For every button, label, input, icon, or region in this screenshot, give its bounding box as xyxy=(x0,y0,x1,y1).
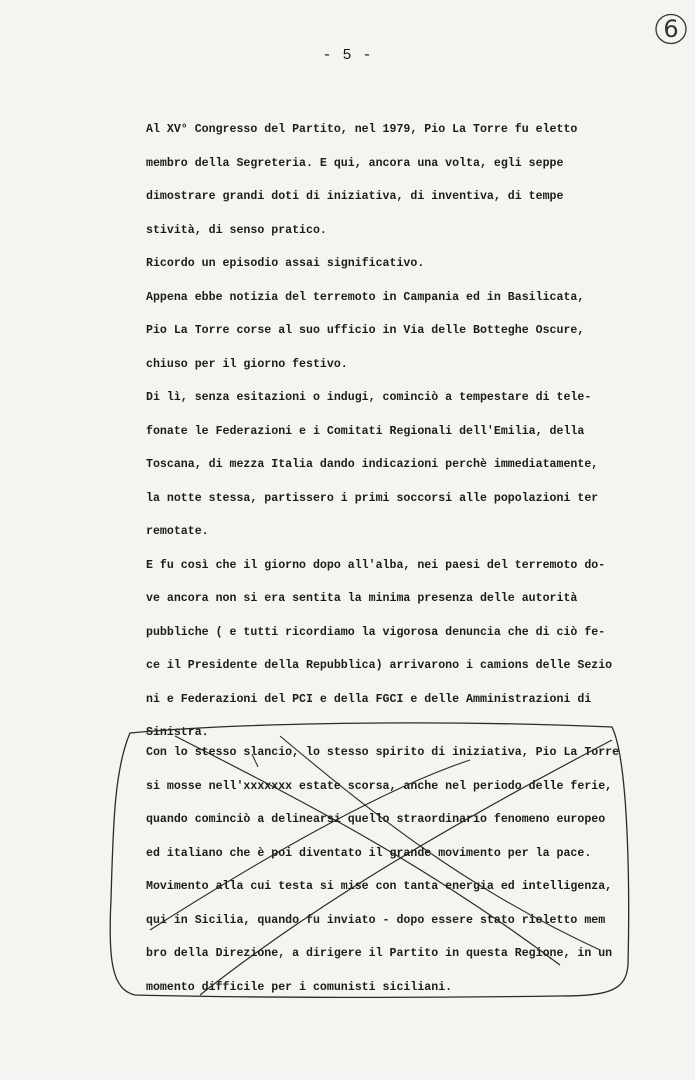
text-line: Pio La Torre corse al suo ufficio in Via delle Botteghe Oscure, xyxy=(146,324,585,337)
handwritten-page-mark xyxy=(654,12,688,46)
text-line: ve ancora non si era sentita la minima presenza delle autorità xyxy=(146,592,578,605)
crossed-line: Movimento alla cui testa si mise con tanta energia ed intelligenza, xyxy=(146,880,613,893)
page-number: - 5 - xyxy=(322,47,373,64)
corner-mark-text: 6 xyxy=(663,15,679,43)
text-line: fonate le Federazioni e i Comitati Regionali dell'Emilia, della xyxy=(146,424,585,438)
text-line: Ricordo un episodio assai significativo. xyxy=(146,257,425,270)
text-line: remotate. xyxy=(146,525,209,538)
text-line: membro della Segreteria. E qui, ancora una volta, egli seppe xyxy=(146,156,564,170)
crossed-line: qui in Sicilia, quando fu inviato - dopo essere stato rieletto mem xyxy=(146,913,606,927)
text-line: ce il Presidente della Repubblica) arrivarono i camions delle Sezio xyxy=(146,659,613,672)
main-text xyxy=(146,113,616,750)
text-line: Di lì, senza esitazioni o indugi, cominciò a tempestare di tele- xyxy=(146,391,592,404)
text-line: Appena ebbe notizia del terremoto in Campania ed in Basilicata, xyxy=(146,290,585,304)
crossed-line: Con lo stesso slancio, lo stesso spirito di iniziativa, Pio La Torre xyxy=(146,746,620,759)
crossed-line: quando cominciò a delinearsi quello straordinario fenomeno europeo xyxy=(146,813,606,826)
text-line: dimostrare grandi doti di iniziativa, di inventiva, di tempe xyxy=(146,190,564,203)
crossed-line: bro della Direzione, a dirigere il Partito in questa Regione, in un xyxy=(146,947,613,960)
crossed-line: momento difficile per i comunisti siciliani. xyxy=(146,980,453,994)
text-line: ni e Federazioni del PCI e della FGCI e delle Amministrazioni di xyxy=(146,692,592,706)
text-line: Sinistra. xyxy=(146,726,209,739)
crossed-out-paragraph xyxy=(146,736,620,1004)
text-line: Al XV° Congresso del Partito, nel 1979, Pio La Torre fu eletto xyxy=(146,123,578,136)
text-line: Toscana, di mezza Italia dando indicazioni perchè immediatamente, xyxy=(146,458,599,471)
text-line: stività, di senso pratico. xyxy=(146,223,327,237)
crossed-line: si mosse nell'xxxxxxx estate scorsa, anche nel periodo delle ferie, xyxy=(146,779,613,793)
crossed-line: ed italiano che è poi diventato il grande movimento per la pace. xyxy=(146,846,592,860)
text-line: E fu così che il giorno dopo all'alba, nei paesi del terremoto do- xyxy=(146,558,606,572)
text-line: chiuso per il giorno festivo. xyxy=(146,357,348,371)
text-line: pubbliche ( e tutti ricordiamo la vigorosa denuncia che di ciò fe- xyxy=(146,625,606,639)
text-line: la notte stessa, partissero i primi soccorsi alle popolazioni ter xyxy=(146,491,599,505)
